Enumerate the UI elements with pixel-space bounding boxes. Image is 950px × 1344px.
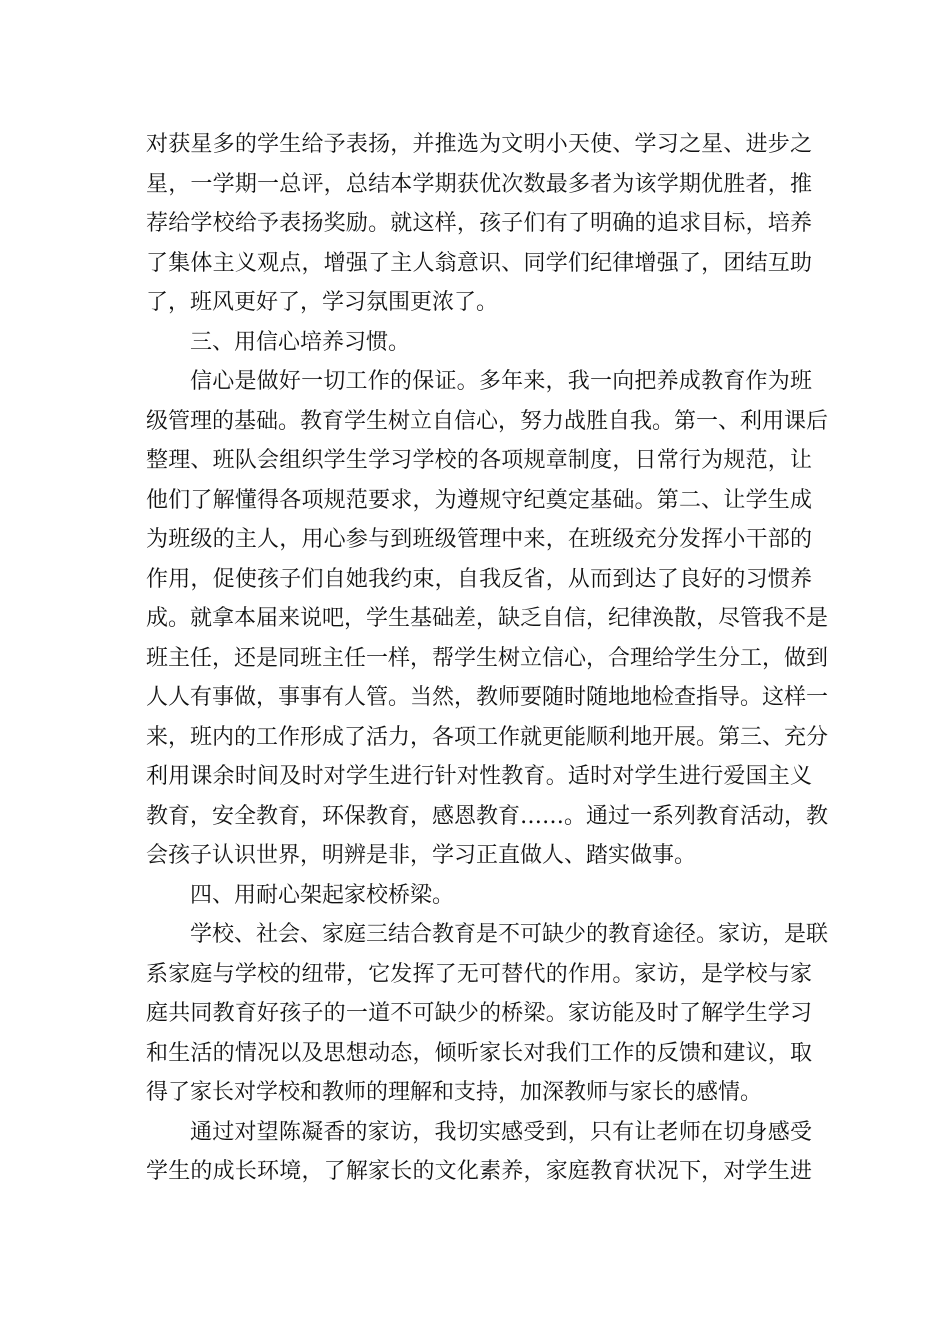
text-line: 通过对望陈凝香的家访，我切实感受到，只有让老师在切身感受: [190, 1119, 812, 1145]
text-line: 学生的成长环境，了解家长的文化素养，家庭教育状况下，对学生进: [146, 1159, 812, 1184]
text-line: 信心是做好一切工作的保证。多年来，我一向把养成教育作为班: [190, 369, 812, 394]
document-body: [146, 125, 829, 1192]
text-line: 系家庭与学校的纽带，它发挥了无可替代的作用。家访，是学校与家: [146, 961, 812, 987]
text-line: 整理、班队会组织学生学习学校的各项规章制度，日常行为规范，让: [146, 448, 812, 473]
text-line: 会孩子认识世界，明辨是非，学习正直做人、踏实做事。: [146, 843, 697, 868]
text-line: 庭共同教育好孩子的一道不可缺少的桥梁。家访能及时了解学生学习: [146, 1001, 812, 1026]
text-line: 和生活的情况以及思想动态，倾听家长对我们工作的反馈和建议，取: [146, 1040, 812, 1066]
text-line: 他们了解懂得各项规范要求，为遵规守纪奠定基础。第二、让学生成: [146, 487, 812, 513]
text-line: 了集体主义观点，增强了主人翁意识、同学们纪律增强了，团结互助: [146, 250, 812, 276]
text-line: 得了家长对学校和教师的理解和支持，加深教师与家长的感情。: [146, 1080, 763, 1105]
text-line: 教育，安全教育，环保教育，感恩教育……。通过一系列教育活动，教: [146, 803, 829, 829]
section-heading: 三、用信心培养习惯。: [190, 329, 411, 355]
text-line: 对获星多的学生给予表扬，并推选为文明小天使、学习之星、进步之: [146, 132, 812, 157]
section-heading: 四、用耐心架起家校桥梁。: [190, 882, 455, 908]
text-line: 级管理的基础。教育学生树立自信心，努力战胜自我。第一、利用课后: [146, 408, 829, 434]
text-line: 利用课余时间及时对学生进行针对性教育。适时对学生进行爱国主义: [146, 764, 812, 789]
text-line: 荐给学校给予表扬奖励。就这样，孩子们有了明确的追求目标，培养: [146, 211, 812, 236]
text-line: 学校、社会、家庭三结合教育是不可缺少的教育途径。家访，是联: [190, 922, 829, 947]
text-line: 人人有事做，事事有人管。当然，教师要随时随地地检查指导。这样一: [146, 685, 829, 710]
text-line: 星，一学期一总评，总结本学期获优次数最多者为该学期优胜者，推: [146, 171, 812, 197]
text-line: 作用，促使孩子们自她我约束，自我反省，从而到达了良好的习惯养: [146, 566, 812, 592]
text-line: 班主任，还是同班主任一样，帮学生树立信心，合理给学生分工，做到: [146, 645, 829, 671]
text-line: 来，班内的工作形成了活力，各项工作就更能顺利地开展。第三、充分: [146, 724, 829, 750]
text-line: 成。就拿本届来说吧，学生基础差，缺乏自信，纪律涣散，尽管我不是: [146, 606, 829, 631]
text-line: 了，班风更好了，学习氛围更浓了。: [146, 290, 499, 315]
text-line: 为班级的主人，用心参与到班级管理中来，在班级充分发挥小干部的: [146, 527, 812, 552]
